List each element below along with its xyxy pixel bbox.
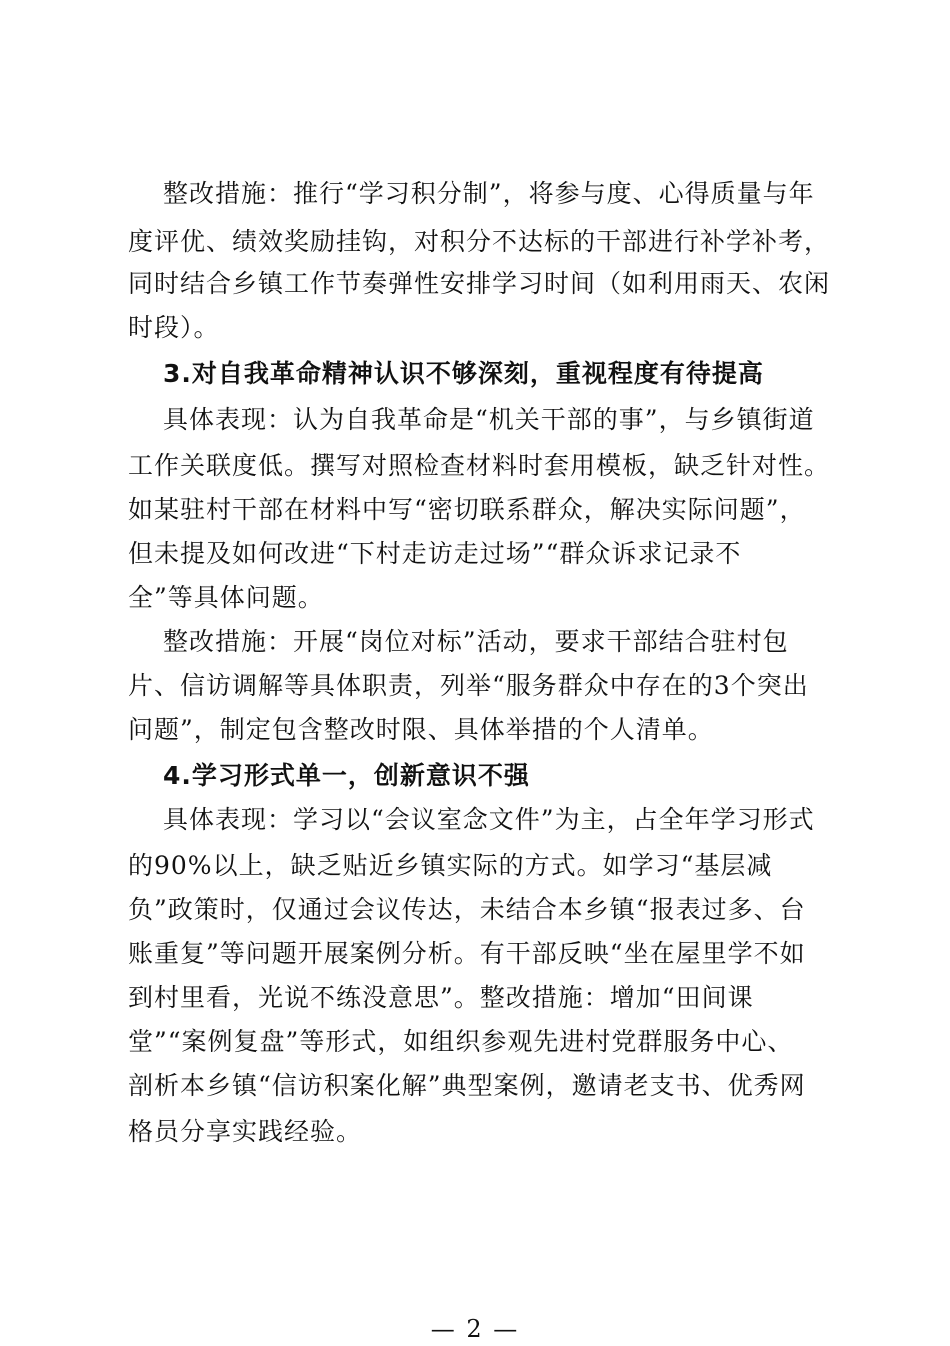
paragraph-rectification-measures-3: 整改措施：开展“岗位对标”活动，要求干部结合驻村包: [163, 627, 789, 656]
paragraph-specific-performance-4: 具体表现：学习以“会议室念文件”为主，占全年学习形式: [163, 805, 815, 834]
text-line: 片、信访调解等具体职责，列举“服务群众中存在的3个突出: [128, 671, 809, 700]
text-line: 同时结合乡镇工作节奏弹性安排学习时间（如利用雨天、农闲: [128, 269, 831, 298]
page-number: — 2 —: [430, 1315, 520, 1343]
text-line: 到村里看，光说不练没意思”。整改措施：增加“田间课: [128, 983, 754, 1012]
paragraph-specific-performance-3: 具体表现：认为自我革命是“机关干部的事”，与乡镇街道: [163, 405, 815, 434]
text-line: 剖析本乡镇“信访积案化解”典型案例，邀请老支书、优秀网: [128, 1071, 806, 1100]
text-line: 账重复”等问题开展案例分析。有干部反映“坐在屋里学不如: [128, 939, 806, 968]
paragraph-rectification-measures-1: 整改措施：推行“学习积分制”，将参与度、心得质量与年: [163, 179, 815, 208]
text-line: 但未提及如何改进“下村走访走过场”“群众诉求记录不: [128, 539, 742, 568]
text-line: 度评优、绩效奖励挂钩，对积分不达标的干部进行补学补考，: [128, 227, 831, 256]
text-line: 时段）。: [128, 313, 220, 342]
text-line: 如某驻村干部在材料中写“密切联系群众，解决实际问题”，: [128, 495, 806, 524]
text-line: 问题”，制定包含整改时限、具体举措的个人清单。: [128, 715, 714, 744]
text-line: 格员分享实践经验。: [128, 1117, 363, 1146]
section-heading-4: 4.学习形式单一，创新意识不强: [163, 761, 530, 790]
text-line: 堂”“案例复盘”等形式，如组织参观先进村党群服务中心、: [128, 1027, 794, 1056]
text-line: 的90%以上，缺乏贴近乡镇实际的方式。如学习“基层减: [128, 851, 773, 880]
text-line: 工作关联度低。撰写对照检查材料时套用模板，缺乏针对性。: [128, 451, 831, 480]
text-line: 负”政策时，仅通过会议传达，未结合本乡镇“报表过多、台: [128, 895, 806, 924]
text-line: 全”等具体问题。: [128, 583, 324, 612]
section-heading-3: 3.对自我革命精神认识不够深刻，重视程度有待提高: [163, 359, 764, 388]
